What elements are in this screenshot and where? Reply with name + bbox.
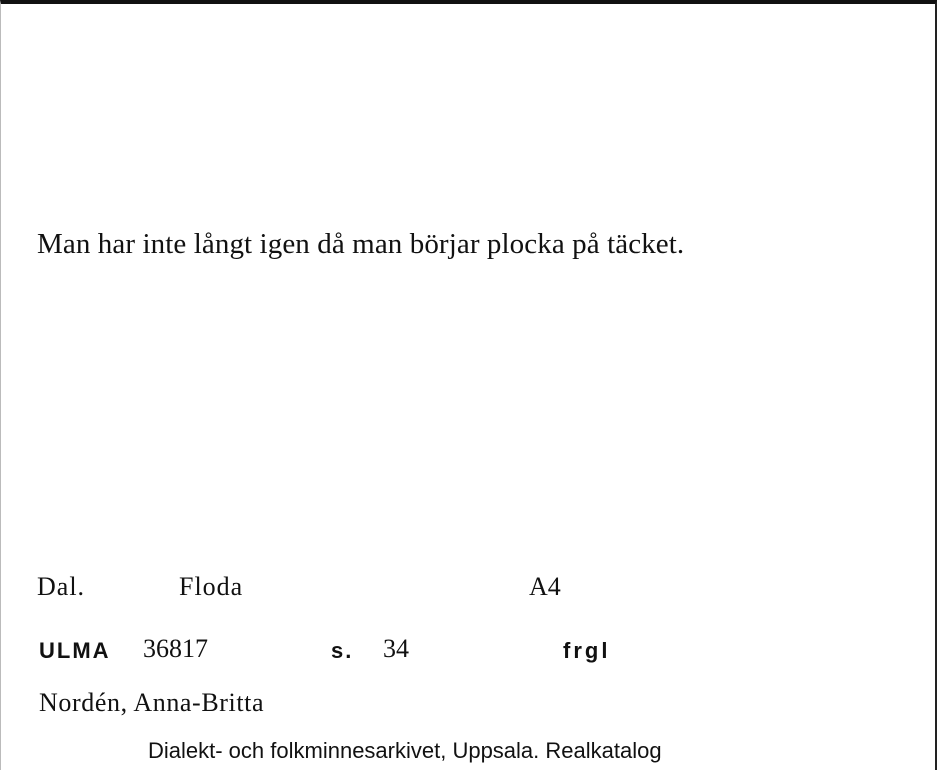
category-code: frgl bbox=[563, 638, 611, 663]
archive-code: ULMA bbox=[39, 638, 111, 663]
page-number: 34 bbox=[383, 634, 409, 663]
region-label: Dal. bbox=[37, 572, 86, 601]
card-footer: Dialekt- och folkminnesarkivet, Uppsala. Realkatalog bbox=[148, 738, 662, 763]
informant-name: Nordén, Anna-Britta bbox=[39, 688, 265, 717]
grid-reference: A4 bbox=[529, 572, 561, 601]
place-label: Floda bbox=[179, 572, 244, 601]
page-label: s. bbox=[331, 638, 354, 663]
accession-number: 36817 bbox=[143, 634, 208, 663]
card-main-text: Man har inte långt igen då man börjar plocka på täcket. bbox=[37, 228, 685, 260]
